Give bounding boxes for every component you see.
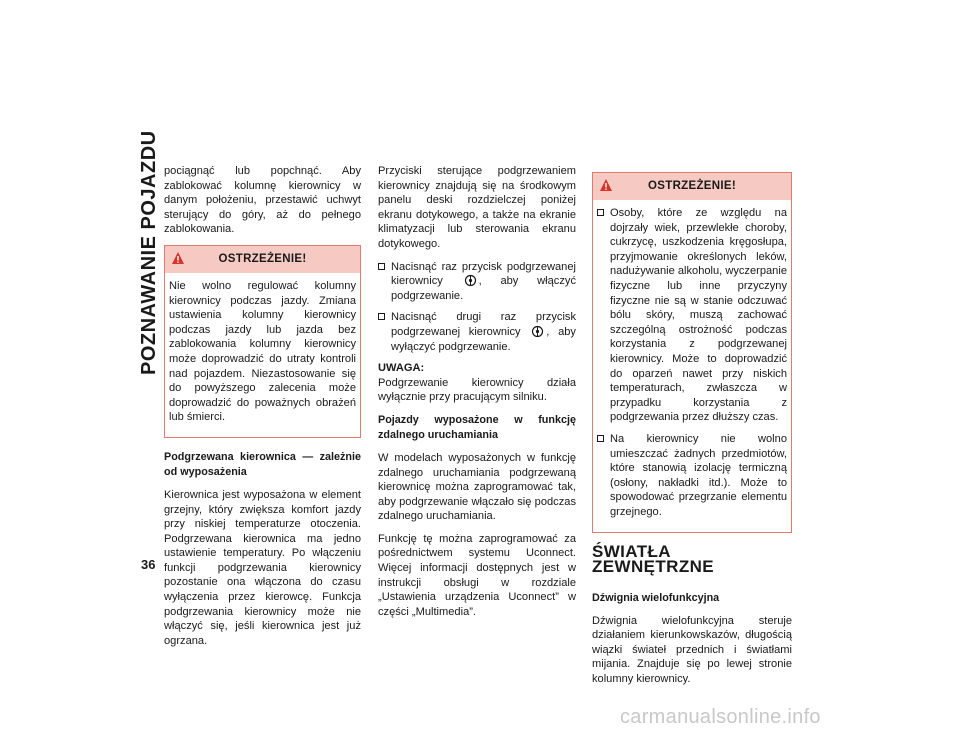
body-paragraph: Kierownica jest wyposażona w element grzejny, który zwiększa komfort jazdy przy niskiej temperaturze otoczenia. Podgrzewana kierownica ma jedno ustawienie temperatury. Po włączeniu funkcji podgrzewania kierownicy pozostanie ona włączona do czasu wyłączenia przez kierowcę. Funkcja podgrzewania kierownicy może nie włączyć się, jeśli kierownica jest już ogrzana. — [164, 488, 361, 647]
list-item-text: Osoby, które ze względu na dojrzały wiek, przewlekłe choroby, cukrzycę, uszkodzenia kręgosłupa, przyjmowanie określonych leków, nadużywanie alkoholu, wyczerpanie fizyczne lub inne przyczyny fizyczne nie są w stanie odczuwać bólu skóry, muszą zachować szczególną ostrożność podczas korzystania z podgrzewanej kierownicy. Może to doprowadzić do oparzeń nawet przy niskich temperaturach, zwłaszcza w przypadku korzystania z podgrzewania przez dłuższy czas. — [610, 207, 787, 424]
watermark: carmanualsonline.info — [620, 706, 821, 728]
bullet-box-icon — [378, 263, 385, 270]
warning-box — [592, 172, 792, 533]
warning-header — [165, 246, 360, 273]
column-2 — [378, 164, 576, 627]
warning-body — [165, 273, 360, 437]
list-item-text: Na kierownicy nie wolno umieszczać żadnych przedmiotów, które stanowią izolację termiczną (osłony, nakładki itd.). Może to spowodować przegrzanie elementu grzejnego. — [610, 432, 787, 518]
list-item-text: Nacisnąć raz przycisk podgrzewanej kierownicy — [391, 260, 576, 288]
section-heading: Podgrzewana kierownica — zależnie od wyposażenia — [164, 450, 361, 478]
section-heading: Dźwignia wielofunkcyjna — [592, 591, 720, 604]
warning-triangle-icon — [599, 178, 613, 192]
bullet-box-icon — [378, 313, 385, 320]
intro-paragraph: Przyciski sterujące podgrzewaniem kierownicy znajdują się na środkowym panelu deski rozdzielczej poniżej ekranu dotykowego, a także na ekranie klimatyzacji lub sterowania ekranu dotykowego. — [378, 165, 576, 250]
column-3 — [592, 164, 792, 695]
list-item-text: , aby wyłączyć podgrzewanie. — [391, 325, 576, 353]
list-item — [378, 260, 576, 304]
chapter-heading: ŚWIATŁA ZEWNĘTRZNE — [592, 542, 715, 577]
bullet-box-icon — [597, 209, 604, 216]
body-paragraph: W modelach wyposażonych w funkcję zdalnego uruchamiania podgrzewaną kierownicę można zaprogramować tak, aby podgrzewanie włączało się podczas zdalnego uruchamiania. — [378, 451, 576, 523]
heated-steering-wheel-icon — [464, 274, 477, 287]
column-1 — [164, 164, 361, 656]
heated-steering-wheel-icon — [531, 325, 544, 338]
warning-box — [164, 245, 361, 438]
list-item-text: Nacisnąć drugi raz przycisk podgrzewanej kierownicy — [391, 311, 576, 338]
list-item — [597, 206, 787, 425]
list-item-text: , aby włączyć podgrzewanie. — [391, 275, 576, 302]
note-text: Podgrzewanie kierownicy działa wyłącznie przy pracującym silniku. — [378, 376, 576, 404]
intro-paragraph: pociągnąć lub popchnąć. Aby zablokować kolumnę kierownicy w danym położeniu, przestawić uchwyt sterujący do góry, aż do pełnego zablokowania. — [164, 165, 361, 236]
body-paragraph: Funkcję tę można zaprogramować za pośrednictwem systemu Uconnect. Więcej informacji dostępnych jest w instrukcji obsługi w rozdziale „Ustawienia urządzenia Uconnect” w części „Multimedia”. — [378, 532, 576, 618]
list-item — [378, 310, 576, 354]
section-heading: Pojazdy wyposażone w funkcję zdalnego uruchamiania — [378, 413, 576, 441]
bullet-box-icon — [597, 435, 604, 442]
warning-title: OSTRZEŻENIE! — [218, 253, 307, 266]
body-paragraph: Dźwignia wielofunkcyjna steruje działaniem kierunkowskazów, długością wiązki świateł przednich i światłami mijania. Znajduje się po lewej stronie kolumny kierownicy. — [592, 614, 792, 686]
warning-title: OSTRZEŻENIE! — [648, 180, 736, 193]
list-item — [597, 432, 787, 520]
warning-body — [593, 200, 791, 532]
page-number: 36 — [141, 557, 156, 572]
note-label: UWAGA: — [378, 362, 425, 375]
warning-header — [593, 173, 791, 200]
warning-text: Nie wolno regulować kolumny kierownicy podczas jazdy. Zmiana ustawienia kolumny kierownicy podczas jazdy lub jazda bez zablokowania kolumny kierownicy może doprowadzić do utraty kontroli nad pojazdem. Niezastosowanie się do powyższego zalecenia może doprowadzić do poważnych obrażeń lub śmierci. — [169, 279, 356, 424]
section-sidebar-title: POZNAWANIE POJAZDU — [138, 130, 160, 375]
warning-triangle-icon — [171, 251, 185, 265]
